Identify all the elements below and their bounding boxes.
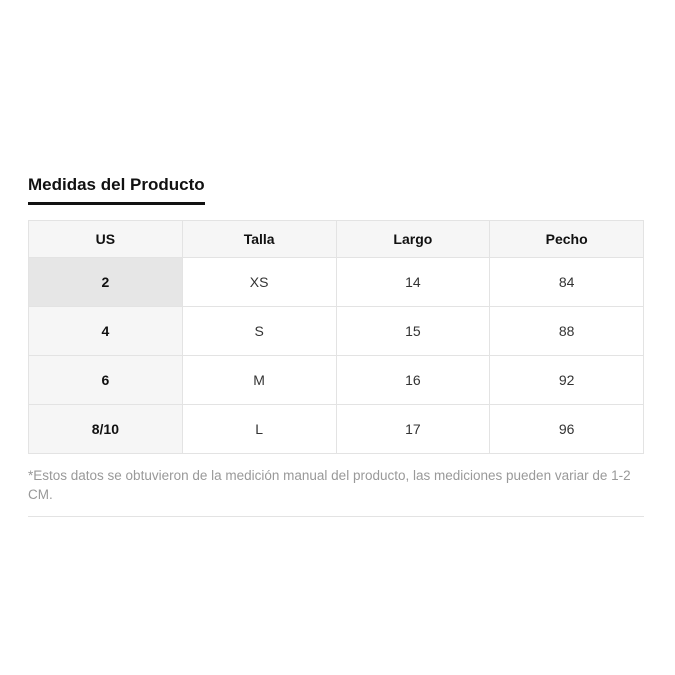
header-largo: Largo xyxy=(336,221,490,258)
cell-talla: XS xyxy=(182,258,336,307)
header-talla: Talla xyxy=(182,221,336,258)
measurement-note: *Estos datos se obtuvieron de la medición manual del producto, las mediciones pueden variar de 1-2 CM. xyxy=(28,466,644,517)
table-row[interactable] xyxy=(29,356,644,405)
cell-pecho: 96 xyxy=(490,405,644,454)
header-us: US xyxy=(29,221,183,258)
table-header-row xyxy=(29,221,644,258)
table-row[interactable] xyxy=(29,258,644,307)
cell-pecho: 88 xyxy=(490,307,644,356)
table-row[interactable] xyxy=(29,307,644,356)
cell-largo: 17 xyxy=(336,405,490,454)
cell-largo: 15 xyxy=(336,307,490,356)
cell-pecho: 84 xyxy=(490,258,644,307)
section-title: Medidas del Producto xyxy=(28,174,205,205)
cell-us[interactable]: 4 xyxy=(29,307,183,356)
cell-largo: 16 xyxy=(336,356,490,405)
cell-talla: L xyxy=(182,405,336,454)
cell-largo: 14 xyxy=(336,258,490,307)
cell-us[interactable]: 6 xyxy=(29,356,183,405)
cell-us[interactable]: 2 xyxy=(29,258,183,307)
cell-talla: M xyxy=(182,356,336,405)
size-chart-section xyxy=(28,174,644,531)
cell-talla: S xyxy=(182,307,336,356)
table-row[interactable] xyxy=(29,405,644,454)
header-pecho: Pecho xyxy=(490,221,644,258)
cell-pecho: 92 xyxy=(490,356,644,405)
cell-us[interactable]: 8/10 xyxy=(29,405,183,454)
size-table xyxy=(28,220,644,454)
